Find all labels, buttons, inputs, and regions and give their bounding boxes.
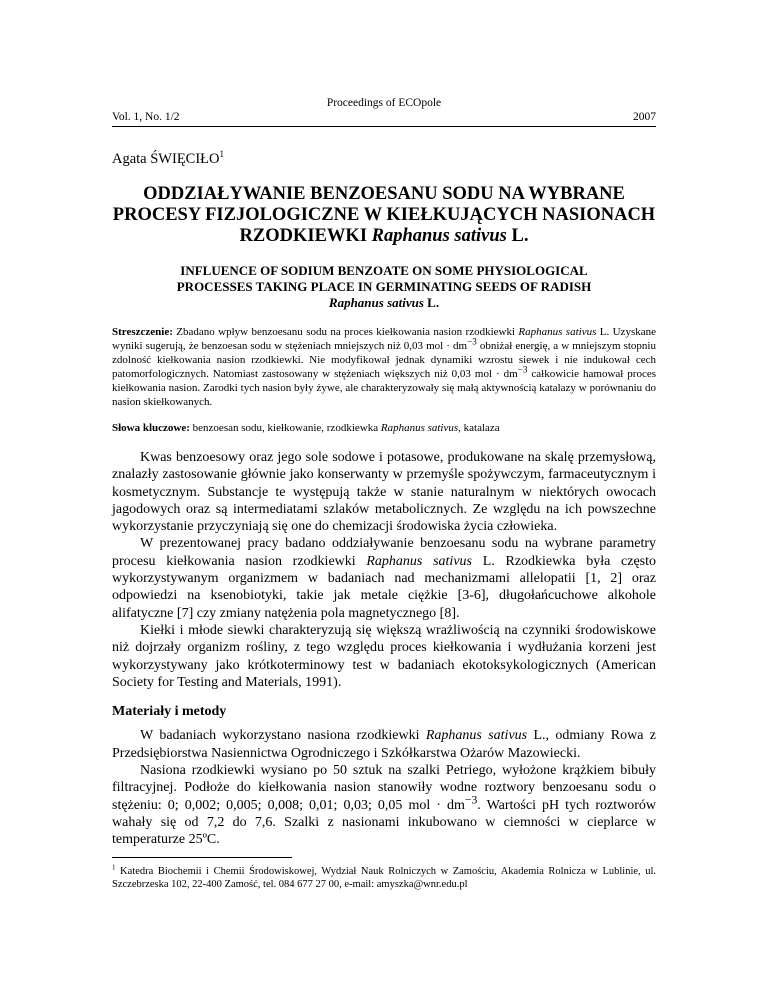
title-en-line-2: PROCESSES TAKING PLACE IN GERMINATING SEEDS OF RADISH xyxy=(176,279,592,294)
abstract-exponent-1: −3 xyxy=(467,336,477,347)
body-p2-species: Raphanus sativus xyxy=(366,553,472,569)
title-en-line-3 xyxy=(112,295,656,311)
abstract xyxy=(112,325,656,409)
methods-p2-text-1: Nasiona rzodkiewki wysiano po 50 sztuk na szalki Petriego, wyłożone krążkiem bibuły filtracyjnej. Podłoże do kiełkowania nasion stanowiły wodne roztwory benzoesanu sodu o stężeniu: 0; 0,002; 0,005; 0,008; 0,01; 0,03; 0,05 mol · dm xyxy=(112,763,656,813)
abstract-text-1: Zbadano wpływ benzoesanu sodu na proces kiełkowania nasion rzodkiewki xyxy=(172,326,519,338)
methods-p1-species: Raphanus sativus xyxy=(425,728,528,744)
publication-year: 2007 xyxy=(633,111,656,123)
title-pl-species: Raphanus sativus xyxy=(371,226,507,246)
methods-p2-exponent: −3 xyxy=(464,792,478,806)
footnote-mark: 1 xyxy=(112,863,116,872)
title-pl-line-2: PROCESY FIZJOLOGICZNE W KIEŁKUJĄCYCH NASIONACH xyxy=(112,205,656,225)
keywords xyxy=(112,421,656,435)
methods-p1-text-2: L., odmiany Rowa z Przedsiębiorstwa Nasiennictwa Ogrodniczego i Szkółkarstwa Ożarów Mazowiecki. xyxy=(112,728,657,761)
body-p2-text-1: W prezentowanej pracy badano oddziaływanie benzoesanu sodu na wybrane parametry procesu kiełkowania nasion rzodkiewki xyxy=(112,536,656,569)
abstract-text-4: całkowicie hamował proces kiełkowania nasion. Zarodki tych nasion były żywe, ale charakteryzowały się małą aktywnością katalazy w porównaniu do nasion skiełkowanych. xyxy=(112,368,657,408)
keywords-text-1: benzoesan sodu, kiełkowanie, rzodkiewka xyxy=(189,422,381,434)
keywords-text-2: katalaza xyxy=(460,422,500,434)
methods-p2-text-2: . Wartości pH tych roztworów wahały się od 7,2 do 7,6. Szalki z nasionami inkubowano w ciemności w cieplarce w temperaturze 25ºC. xyxy=(112,797,656,848)
footnote-text: Katedra Biochemii i Chemii Środowiskowej, Wydział Nauk Rolniczych w Zamościu, Akademia Rolnicza w Lublinie, ul. Szczebrzeska 102, 22-400 Zamość, tel. 084 677 27 00, e-mail: amyszka@wnr.edu.pl xyxy=(112,865,656,890)
footnote-separator xyxy=(112,857,292,858)
title-en-line-1: INFLUENCE OF SODIUM BENZOATE ON SOME PHYSIOLOGICAL xyxy=(180,263,588,278)
volume-number: Vol. 1, No. 1/2 xyxy=(112,111,180,123)
title-pl-suffix: L. xyxy=(506,226,529,246)
volume-line xyxy=(112,110,656,127)
title-en-suffix: L. xyxy=(423,295,440,310)
title-en-species: Raphanus sativus xyxy=(328,295,424,310)
title-pl-line-3 xyxy=(112,226,656,247)
running-head: Proceedings of ECOpole xyxy=(326,97,442,109)
body-paragraph-3: Kiełki i młode siewki charakteryzują się większą wrażliwością na czynniki środowiskowe niż dojrzały organizm rośliny, z tego względu proces kiełkowania i wydłużania korzeni jest wykorzystywany jako krótkoterminowy test w badaniach ekotoksykologicznych (American Society for Testing and Materials, 1991). xyxy=(112,622,656,690)
author-name: Agata ŚWIĘCIŁO xyxy=(112,151,220,167)
abstract-text-3: obniżał energię, a w mniejszym stopniu zdolność kiełkowania nasion rzodkiewki. Nie modyfikował jednak dynamiki wzrostu siewek i nie indukował cech patomorfologicznych. Natomiast zastosowany w stężeniach większych niż 0,03 mol · dm xyxy=(112,340,656,380)
keywords-label: Słowa kluczowe: xyxy=(112,422,190,434)
title-pl-text: RZODKIEWKI xyxy=(239,226,372,246)
author xyxy=(112,151,656,168)
title-polish xyxy=(112,184,656,247)
title-english xyxy=(112,263,656,311)
title-pl-line-1: ODDZIAŁYWANIE BENZOESANU SODU NA WYBRANE xyxy=(143,184,625,204)
abstract-species: Raphanus sativus xyxy=(518,326,597,338)
body-p2-text-2: L. Rzodkiewka była często wykorzystywanym organizmem w badaniach nad mechanizmami allelopatii [1, 2] oraz odpowiedzi na ksenobiotyki, takie jak metale ciężkie [3-6], długołańcuchowe alkohole alifatyczne [7] czy zmiany natężenia pola magnetycznego [8]. xyxy=(112,553,656,621)
keywords-species: Raphanus sativus, xyxy=(380,422,461,434)
methods-p1-text-1: W badaniach wykorzystano nasiona rzodkiewki xyxy=(140,728,426,744)
footnote xyxy=(112,865,656,891)
abstract-text-2: L. Uzyskane wyniki sugerują, że benzoesan sodu w stężeniach mniejszych niż 0,03 mol · dm xyxy=(112,326,656,352)
methods-paragraph-1 xyxy=(112,727,656,762)
abstract-label: Streszczenie: xyxy=(112,326,173,338)
section-heading-methods: Materiały i metody xyxy=(112,704,227,720)
body-paragraph-1: Kwas benzoesowy oraz jego sole sodowe i potasowe, produkowane na skalę przemysłową, znalazły zastosowanie głównie jako konserwanty w przemyśle spożywczym, farmaceutycznym i kosmetycznym. Substancje te występują także w stanie naturalnym w niektórych owocach jagodowych oraz są intermediatami szlaków metabolicznych. Ze względu na ich powszechne wykorzystanie przyczyniają się one do chemizacji środowiska życia człowieka. xyxy=(112,450,656,535)
author-footnote-mark: 1 xyxy=(219,149,225,160)
body-text xyxy=(112,449,656,849)
methods-paragraph-2 xyxy=(112,762,656,848)
abstract-exponent-2: −3 xyxy=(517,364,528,375)
body-paragraph-2 xyxy=(112,535,656,621)
paper-page xyxy=(112,0,656,891)
